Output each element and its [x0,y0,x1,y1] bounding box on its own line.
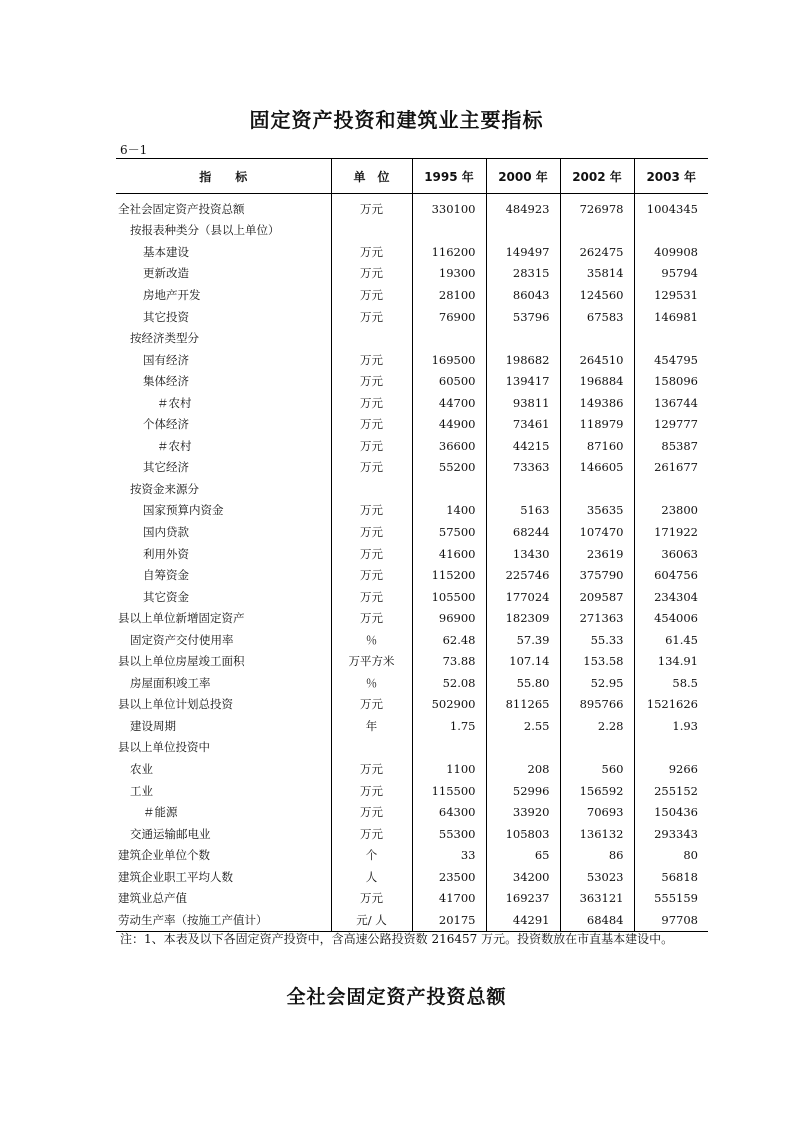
value-1995-cell: 169500 [412,349,486,371]
table-row [116,629,708,651]
indicator-cell: 农业 [130,761,153,776]
indicator-cell: 国家预算内资金 [143,503,224,518]
value-2000-cell: 177024 [486,586,560,608]
value-2000-cell: 33920 [486,801,560,823]
value-2000-cell: 57.39 [486,629,560,651]
value-2003-cell: 146981 [634,306,708,328]
value-1995-cell [412,478,486,500]
table-row [116,758,708,780]
unit-cell: 万元 [331,435,412,457]
value-2000-cell: 149497 [486,241,560,263]
value-1995-cell: 36600 [412,435,486,457]
value-2002-cell: 67583 [560,306,634,328]
value-1995-cell: 115200 [412,564,486,586]
value-2002-cell: 895766 [560,694,634,716]
value-2000-cell: 55.80 [486,672,560,694]
value-1995-cell [412,737,486,759]
value-2003-cell: 261677 [634,457,708,479]
indicator-cell: 建筑企业单位个数 [118,848,210,863]
value-2002-cell: 55.33 [560,629,634,651]
indicator-cell: 其它投资 [143,309,189,324]
page-title: 固定资产投资和建筑业主要指标 [249,108,544,132]
table-row [116,457,708,479]
table-row [116,478,708,500]
value-2003-cell: 61.45 [634,629,708,651]
value-2003-cell: 454795 [634,349,708,371]
unit-cell: 万元 [331,564,412,586]
table-row [116,370,708,392]
unit-cell: 万元 [331,413,412,435]
indicator-cell: 利用外资 [143,546,189,561]
unit-cell: 万元 [331,758,412,780]
unit-cell: 万元 [331,241,412,263]
value-2002-cell: 149386 [560,392,634,414]
value-1995-cell: 19300 [412,263,486,285]
footnote: 注：1、本表及以下各固定资产投资中，含高速公路投资数 216457 万元。投资数放在市直基本建设中。 [120,932,674,946]
table-row [116,823,708,845]
table-header-row [116,159,708,194]
unit-cell: ％ [331,629,412,651]
unit-cell: 万元 [331,306,412,328]
value-2000-cell: 68244 [486,521,560,543]
value-2000-cell: 73461 [486,413,560,435]
indicator-cell: 更新改造 [143,266,189,281]
value-2002-cell: 262475 [560,241,634,263]
value-2000-cell: 225746 [486,564,560,586]
unit-cell: 万元 [331,263,412,285]
indicator-cell: 其它经济 [143,460,189,475]
table-row [116,194,708,220]
indicator-cell: 县以上单位投资中 [118,740,210,755]
value-2002-cell: 209587 [560,586,634,608]
value-2000-cell: 182309 [486,607,560,629]
table-row [116,241,708,263]
value-2000-cell: 73363 [486,457,560,479]
value-1995-cell: 41700 [412,888,486,910]
table-row [116,844,708,866]
value-1995-cell: 96900 [412,607,486,629]
table-row [116,866,708,888]
indicator-cell: 建筑业总产值 [118,891,187,906]
value-2002-cell: 560 [560,758,634,780]
table-row [116,284,708,306]
value-2000-cell: 44215 [486,435,560,457]
table-row [116,650,708,672]
unit-cell: 万元 [331,370,412,392]
unit-cell [331,327,412,349]
value-1995-cell: 1400 [412,500,486,522]
indicator-cell: 国有经济 [143,352,189,367]
table-row [116,521,708,543]
value-2000-cell: 811265 [486,694,560,716]
indicator-cell: 房屋面积竣工率 [130,675,211,690]
value-1995-cell: 1.75 [412,715,486,737]
indicator-cell: 县以上单位房屋竣工面积 [118,654,245,669]
value-2003-cell: 85387 [634,435,708,457]
value-2002-cell [560,737,634,759]
table-row [116,888,708,910]
indicator-cell: 固定资产交付使用率 [130,632,234,647]
value-2000-cell: 198682 [486,349,560,371]
value-2003-cell: 58.5 [634,672,708,694]
value-1995-cell: 55200 [412,457,486,479]
value-1995-cell: 502900 [412,694,486,716]
value-2003-cell: 454006 [634,607,708,629]
value-2002-cell: 68484 [560,909,634,931]
indicator-cell: 交通运输邮电业 [130,826,211,841]
value-2002-cell: 35635 [560,500,634,522]
value-2003-cell: 36063 [634,543,708,565]
table-row [116,586,708,608]
value-2000-cell: 13430 [486,543,560,565]
indicator-cell: 建设周期 [130,718,176,733]
value-2003-cell [634,737,708,759]
value-2000-cell: 52996 [486,780,560,802]
value-1995-cell: 44700 [412,392,486,414]
value-2002-cell: 52.95 [560,672,634,694]
table-row [116,435,708,457]
unit-cell: 个 [331,844,412,866]
value-2002-cell: 375790 [560,564,634,586]
value-2000-cell: 107.14 [486,650,560,672]
indicator-cell: 基本建设 [143,244,189,259]
table-row [116,413,708,435]
indicator-cell: 按报表种类分（县以上单位） [130,223,280,238]
value-2002-cell: 153.58 [560,650,634,672]
table-row [116,500,708,522]
value-2003-cell: 134.91 [634,650,708,672]
unit-cell: 万元 [331,543,412,565]
value-2002-cell [560,478,634,500]
indicator-cell: ＃能源 [143,805,178,820]
value-2002-cell [560,327,634,349]
value-2003-cell: 409908 [634,241,708,263]
value-2002-cell: 86 [560,844,634,866]
indicator-cell: ＃农村 [157,438,192,453]
indicator-cell: 全社会固定资产投资总额 [118,201,245,216]
value-2003-cell [634,327,708,349]
unit-cell: 万元 [331,823,412,845]
indicator-cell: 集体经济 [143,374,189,389]
unit-cell: 万元 [331,349,412,371]
unit-cell: 元/ 人 [331,909,412,931]
indicator-cell: 按经济类型分 [130,331,199,346]
value-2003-cell: 97708 [634,909,708,931]
table-row [116,327,708,349]
value-2003-cell: 1.93 [634,715,708,737]
value-1995-cell: 60500 [412,370,486,392]
value-2002-cell: 146605 [560,457,634,479]
table-body [116,194,708,932]
value-2002-cell: 35814 [560,263,634,285]
value-1995-cell: 23500 [412,866,486,888]
value-2000-cell: 28315 [486,263,560,285]
indicator-cell: 建筑企业职工平均人数 [118,869,233,884]
indicator-cell: 县以上单位计划总投资 [118,697,233,712]
unit-cell: 万元 [331,780,412,802]
value-1995-cell: 73.88 [412,650,486,672]
value-2003-cell: 9266 [634,758,708,780]
unit-cell [331,737,412,759]
header-2002: 2002 年 [560,159,634,194]
value-1995-cell: 41600 [412,543,486,565]
value-2003-cell: 150436 [634,801,708,823]
value-1995-cell: 44900 [412,413,486,435]
value-2003-cell: 129777 [634,413,708,435]
table-row [116,672,708,694]
value-2002-cell: 23619 [560,543,634,565]
value-2002-cell [560,220,634,242]
section-title: 全社会固定资产投资总额 [286,986,507,1008]
unit-cell: 年 [331,715,412,737]
value-2002-cell: 271363 [560,607,634,629]
value-2003-cell [634,478,708,500]
unit-cell: ％ [331,672,412,694]
value-2002-cell: 70693 [560,801,634,823]
table-row [116,801,708,823]
unit-cell: 万元 [331,392,412,414]
table-row [116,392,708,414]
unit-cell: 万元 [331,521,412,543]
value-2000-cell [486,478,560,500]
value-1995-cell: 33 [412,844,486,866]
unit-cell: 万元 [331,801,412,823]
table-row [116,263,708,285]
unit-cell: 万元 [331,500,412,522]
value-2000-cell [486,220,560,242]
table-row [116,715,708,737]
value-2000-cell: 208 [486,758,560,780]
value-2000-cell [486,327,560,349]
unit-cell: 万元 [331,194,412,220]
indicator-table [116,158,708,932]
value-2002-cell: 2.28 [560,715,634,737]
table-row [116,780,708,802]
header-2003: 2003 年 [634,159,708,194]
value-2002-cell: 264510 [560,349,634,371]
value-1995-cell: 57500 [412,521,486,543]
value-2003-cell: 255152 [634,780,708,802]
unit-cell: 万元 [331,607,412,629]
value-2002-cell: 363121 [560,888,634,910]
indicator-cell: 工业 [130,783,153,798]
value-1995-cell: 28100 [412,284,486,306]
value-2000-cell: 53796 [486,306,560,328]
value-2003-cell: 171922 [634,521,708,543]
indicator-cell: 房地产开发 [143,287,201,302]
value-2000-cell [486,737,560,759]
indicator-cell: 自筹资金 [143,568,189,583]
indicator-cell: 国内贷款 [143,524,189,539]
value-2002-cell: 124560 [560,284,634,306]
unit-cell: 万平方米 [331,650,412,672]
value-1995-cell [412,327,486,349]
value-1995-cell: 55300 [412,823,486,845]
table-row [116,220,708,242]
indicator-cell: 按资金来源分 [130,481,199,496]
value-1995-cell: 115500 [412,780,486,802]
value-2002-cell: 87160 [560,435,634,457]
value-2000-cell: 105803 [486,823,560,845]
value-2000-cell: 5163 [486,500,560,522]
value-1995-cell: 62.48 [412,629,486,651]
value-2002-cell: 118979 [560,413,634,435]
table-row [116,306,708,328]
unit-cell: 万元 [331,694,412,716]
table-row [116,543,708,565]
value-2003-cell: 604756 [634,564,708,586]
unit-cell: 万元 [331,586,412,608]
unit-cell: 万元 [331,284,412,306]
table-code: 6－1 [120,143,148,157]
value-2003-cell: 234304 [634,586,708,608]
value-1995-cell: 20175 [412,909,486,931]
value-2000-cell: 65 [486,844,560,866]
unit-cell [331,220,412,242]
indicator-cell: 县以上单位新增固定资产 [118,611,245,626]
unit-cell [331,478,412,500]
value-2002-cell: 196884 [560,370,634,392]
value-2000-cell: 169237 [486,888,560,910]
value-2003-cell: 1521626 [634,694,708,716]
value-2000-cell: 139417 [486,370,560,392]
table-row [116,909,708,931]
table-row [116,607,708,629]
table-row [116,564,708,586]
value-2003-cell: 555159 [634,888,708,910]
unit-cell: 万元 [331,457,412,479]
value-2000-cell: 484923 [486,194,560,220]
value-1995-cell: 76900 [412,306,486,328]
table-row [116,349,708,371]
indicator-cell: 劳动生产率（按施工产值计） [116,909,331,931]
value-2002-cell: 107470 [560,521,634,543]
value-2002-cell: 136132 [560,823,634,845]
value-2000-cell: 44291 [486,909,560,931]
table-row [116,694,708,716]
value-2000-cell: 93811 [486,392,560,414]
value-1995-cell: 1100 [412,758,486,780]
indicator-cell: ＃农村 [157,395,192,410]
value-2000-cell: 34200 [486,866,560,888]
value-2003-cell: 80 [634,844,708,866]
value-2003-cell [634,220,708,242]
unit-cell: 万元 [331,888,412,910]
value-2003-cell: 23800 [634,500,708,522]
value-1995-cell: 116200 [412,241,486,263]
indicator-cell: 个体经济 [143,417,189,432]
value-1995-cell: 330100 [412,194,486,220]
unit-cell: 人 [331,866,412,888]
value-1995-cell: 52.08 [412,672,486,694]
header-unit: 单 位 [331,159,412,194]
value-2002-cell: 726978 [560,194,634,220]
value-2003-cell: 1004345 [634,194,708,220]
value-2003-cell: 158096 [634,370,708,392]
value-2000-cell: 86043 [486,284,560,306]
table-row [116,737,708,759]
value-1995-cell: 64300 [412,801,486,823]
indicator-cell: 其它资金 [143,589,189,604]
value-2003-cell: 293343 [634,823,708,845]
value-2003-cell: 95794 [634,263,708,285]
value-1995-cell: 105500 [412,586,486,608]
value-1995-cell [412,220,486,242]
value-2002-cell: 156592 [560,780,634,802]
header-2000: 2000 年 [486,159,560,194]
value-2003-cell: 136744 [634,392,708,414]
header-1995: 1995 年 [412,159,486,194]
value-2003-cell: 56818 [634,866,708,888]
value-2002-cell: 53023 [560,866,634,888]
value-2000-cell: 2.55 [486,715,560,737]
header-indicator: 指 标 [116,159,331,194]
value-2003-cell: 129531 [634,284,708,306]
